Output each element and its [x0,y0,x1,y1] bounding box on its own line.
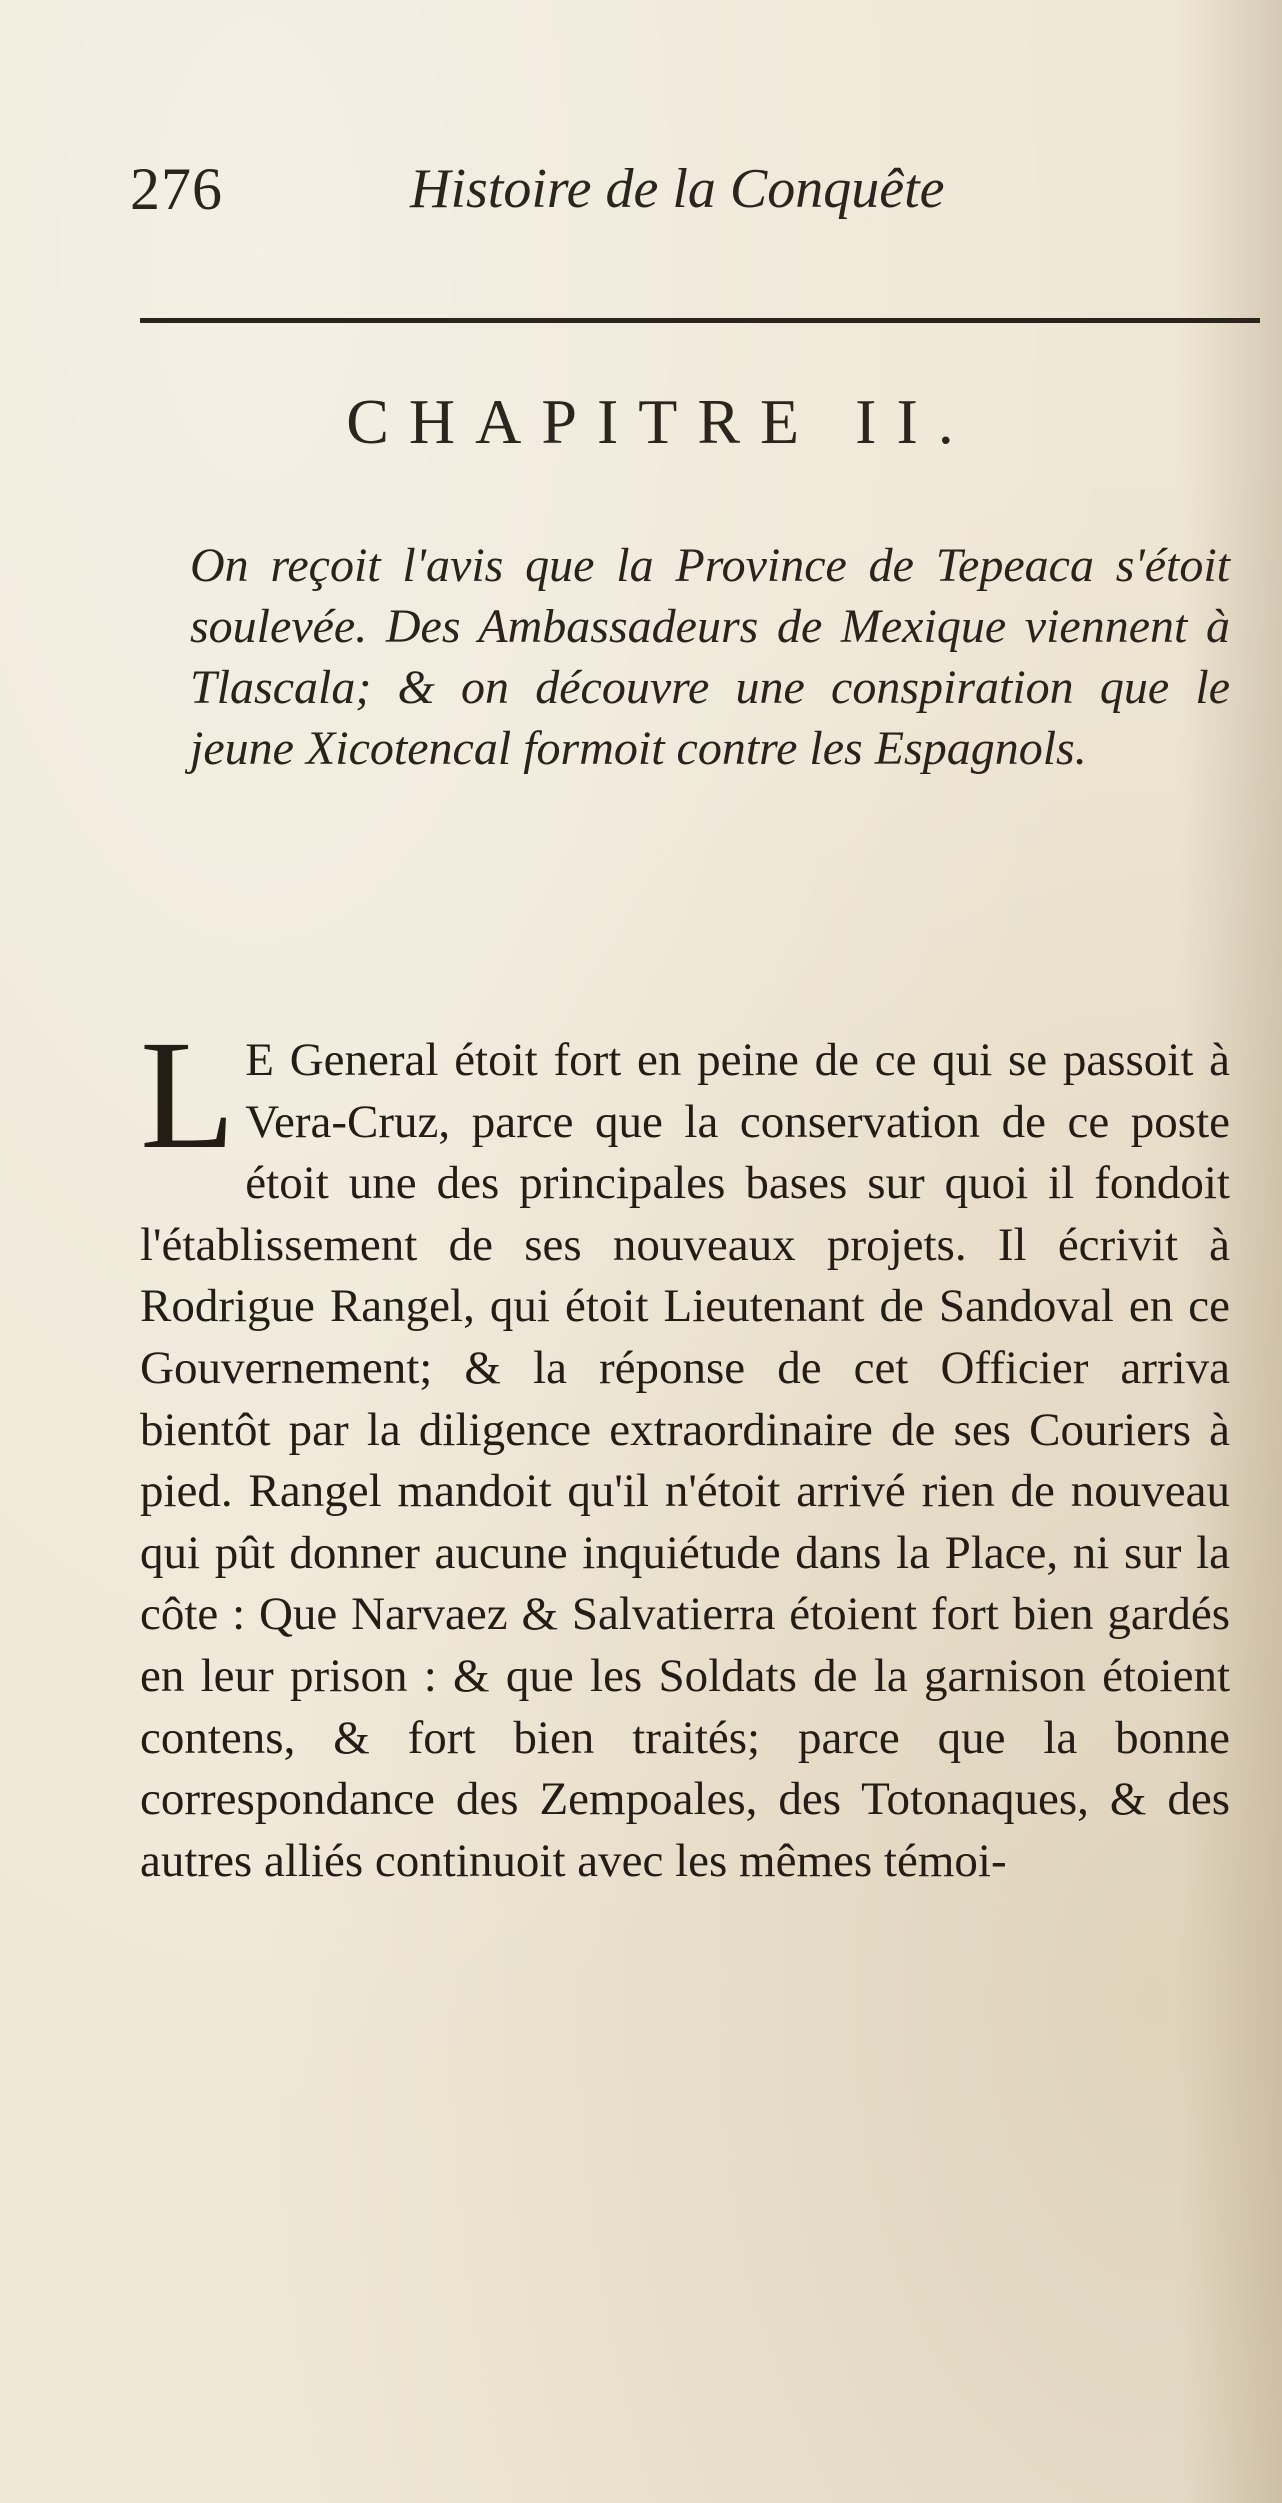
body-paragraph: E General étoit fort en peine de ce qui se passoit à Vera-Cruz, parce que la conservation de ce poste étoit une des principales bases sur quoi il fondoit l'établissement de ses nouveaux projets. Il écrivit à Rodrigue Rangel, qui étoit Lieutenant de Sandoval en ce Gouvernement; & la réponse de cet Officier arriva bientôt par la diligence extraordinaire de ses Couriers à pied. Rangel mandoit qu'il n'étoit arrivé rien de nouveau qui pût donner aucune inquiétude dans la Place, ni sur la côte : Que Narvaez & Salvatierra étoient fort bien gardés en leur prison : & que les Soldats de la garnison étoient contens, & fort bien traités; parce que la bonne correspondance des Zempoales, des Totonaques, & des autres alliés continuoit avec les mêmes témoi- [140,1034,1230,1887]
chapter-title: CHAPITRE II. [346,386,974,457]
running-head: Histoire de la Conquête [410,158,945,220]
page-header [60,155,1220,245]
body-text [140,1008,1230,1892]
page-number: 276 [130,156,223,222]
chapter-summary: On reçoit l'avis que la Province de Tepeaca s'étoit soulevée. Des Ambassadeurs de Mexique viennent à Tlascala; & on découvre une conspiration que le jeune Xicotencal formoit contre les Espagnols. [190,539,1230,775]
header-rule [140,318,1260,323]
drop-cap: L [140,1008,236,1181]
